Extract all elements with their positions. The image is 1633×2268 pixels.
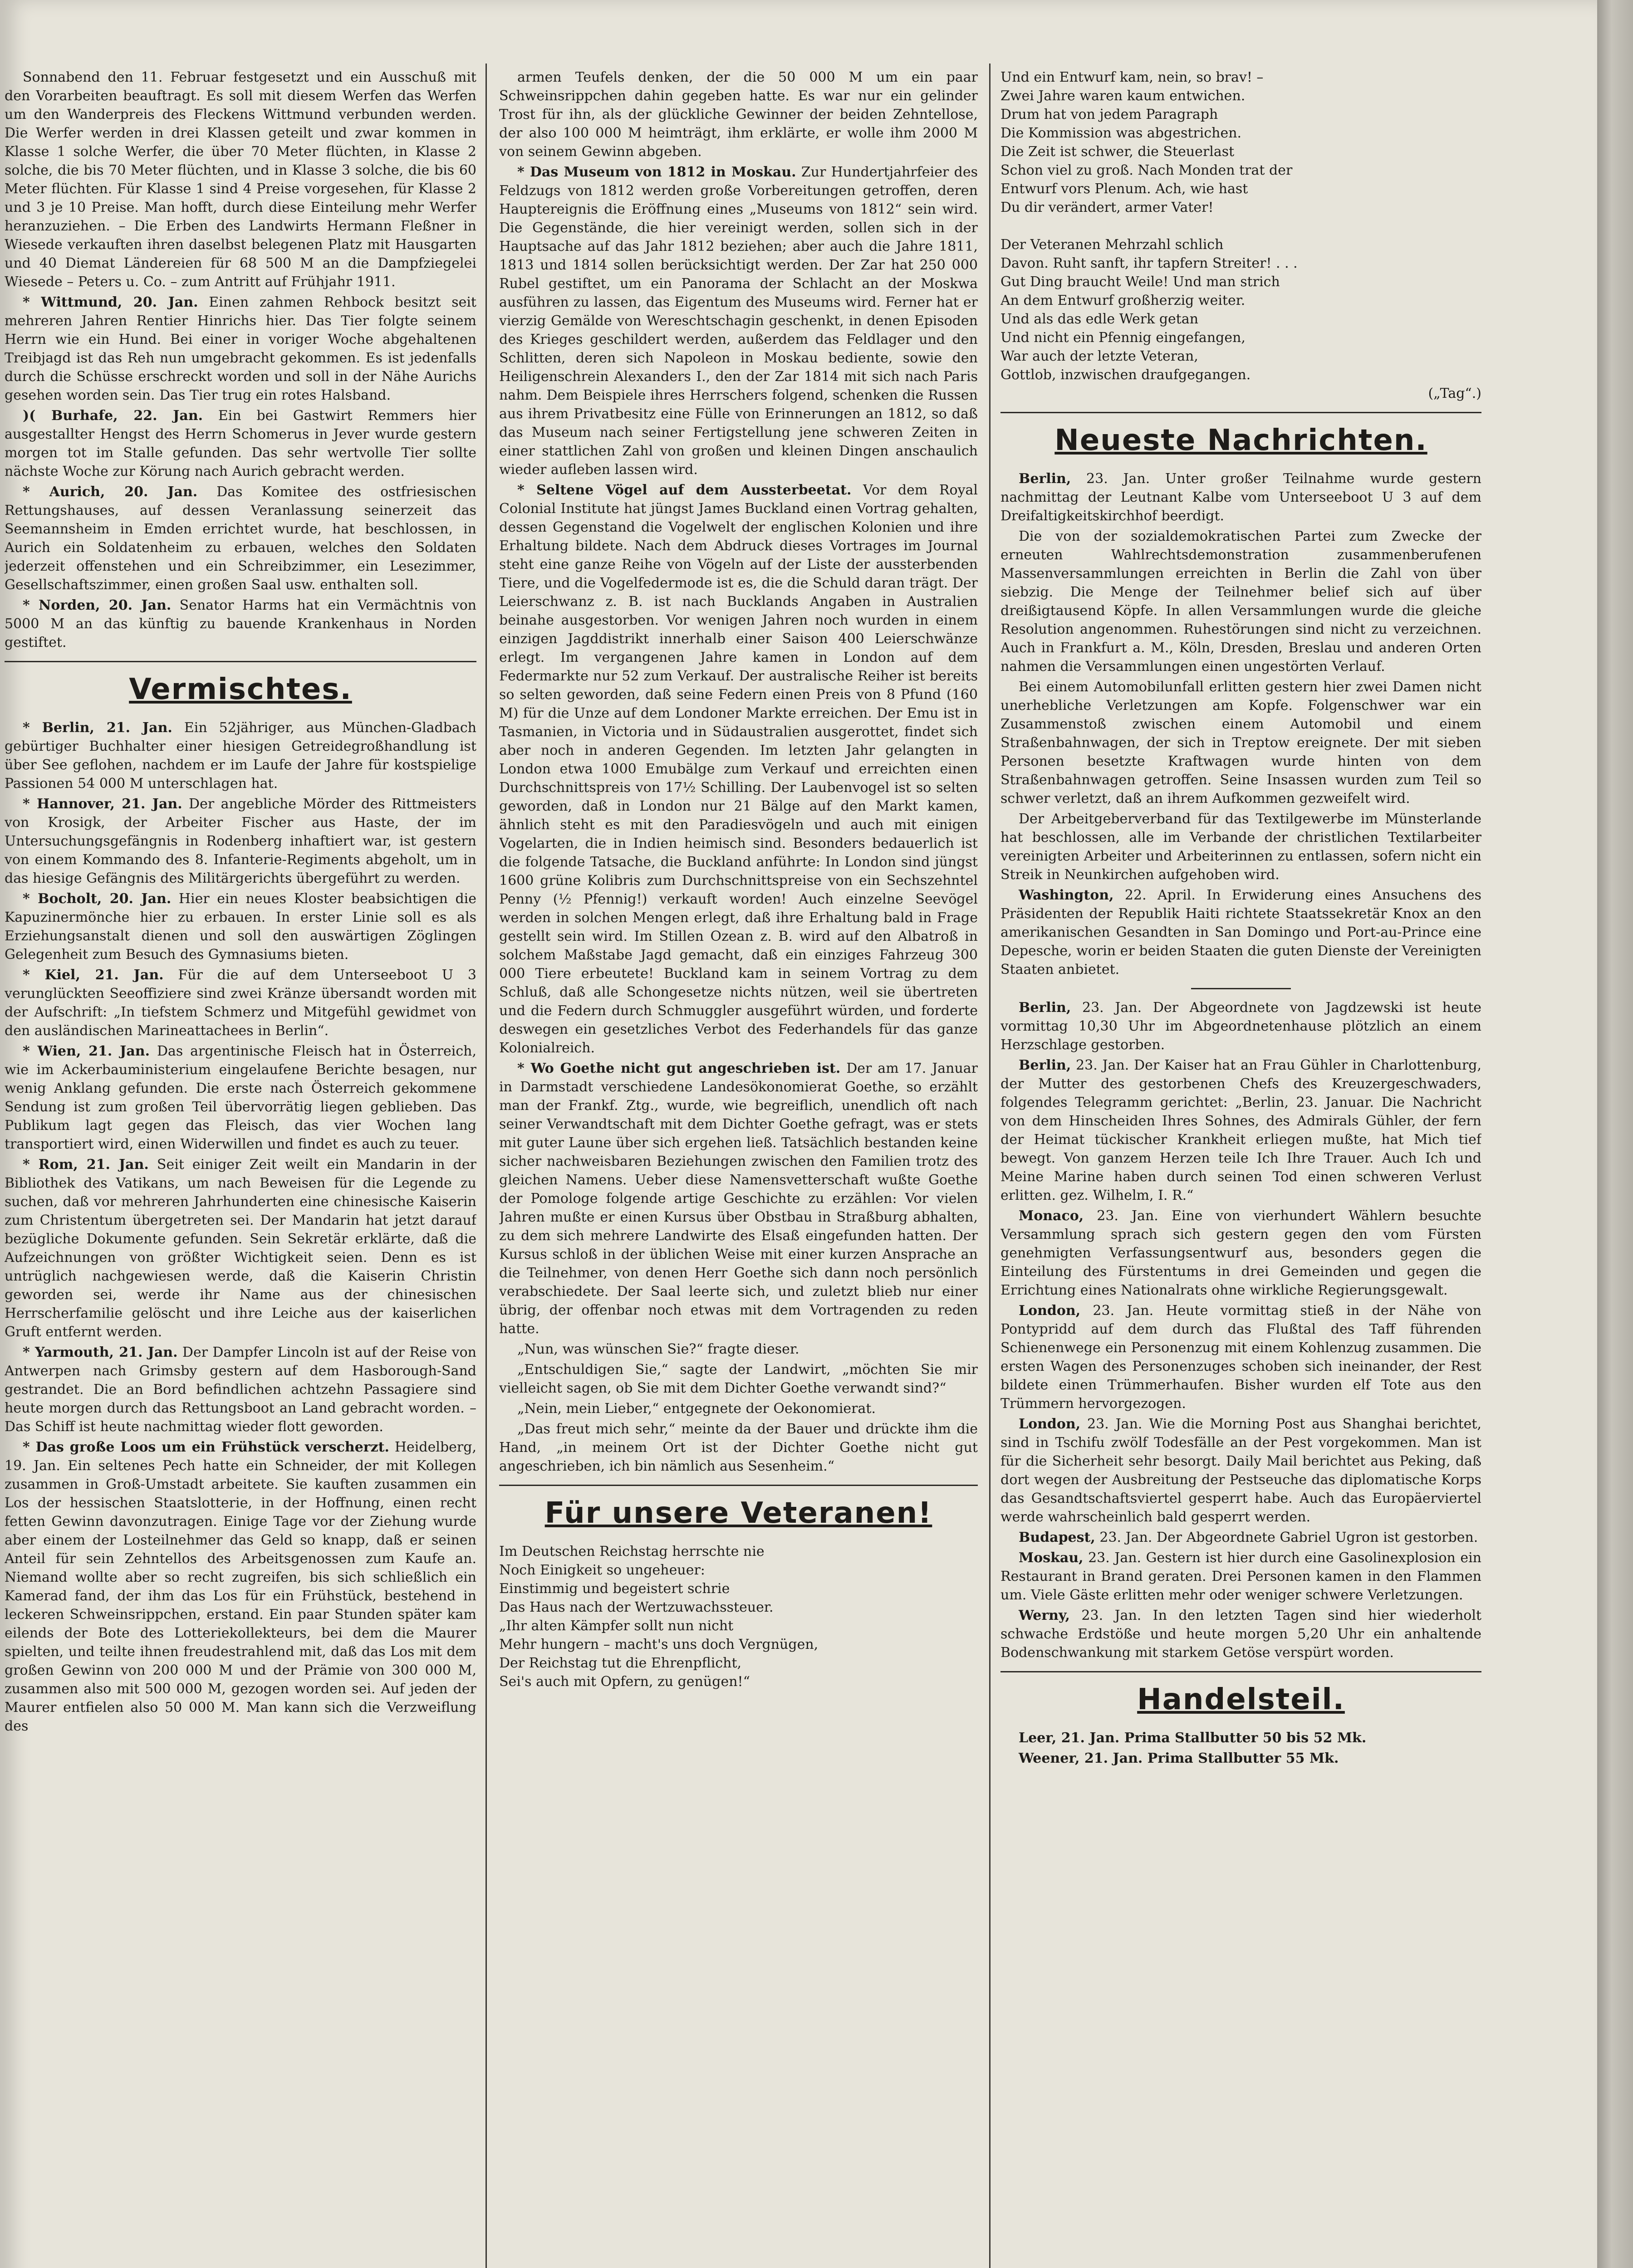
article-text: 23. Jan. Eine von vierhundert Wählern besuchte Versammlung sprach sich gestern gegen den vom Fürsten genehmigten Verfassungsentwurf aus, besonders gegen die Einteilung des Fürstentums in drei Gemeinden und gegen die Errichtung eines Nationalrats ohne wirkliche Regierungsgewalt.	[1000, 1208, 1481, 1298]
article-lead: * Berlin, 21. Jan.	[23, 720, 172, 736]
poem-line: Und ein Entwurf kam, nein, so brav! –	[1000, 69, 1264, 85]
article-lead: * Das Museum von 1812 in Moskau.	[517, 164, 796, 180]
handelsteil-heading: Handelsteil.	[1137, 1683, 1345, 1716]
poem-line: Zwei Jahre waren kaum entwichen.	[1000, 88, 1246, 104]
article-text: 23. Jan. Der Abgeordnete von Jagdzewski ist heute vormittag 10,30 Uhr im Abgeordnetenhause plötzlich an einem Herzschlage gestorben.	[1000, 1000, 1481, 1053]
poem-line: Gottlob, inzwischen draufgegangen.	[1000, 367, 1251, 383]
article-text: Ein bei Gastwirt Remmers hier ausgestallter Hengst des Herrn Schomerus in Jever wurde gestern morgen tot im Stalle gefunden. Das sehr wertvolle Tier sollte nächste Woche zur Körung nach Aurich gebracht werden.	[5, 408, 476, 479]
article-lead: Berlin,	[1019, 1000, 1071, 1016]
article-paragraph	[1000, 1207, 1481, 1300]
article-text: Seit einiger Zeit weilt ein Mandarin in der Bibliothek des Vatikans, um nach Beweisen für die Legende zu suchen, daß vor mehreren Jahrhunderten eine chinesische Kaiserin zum Christentum übergetreten sei. Der Mandarin hat jetzt darauf bezügliche Dokumente gefunden. Sein Sekretär erklärte, daß die Aufzeichnungen von größter Wichtigkeit seien. Denn es ist untrüglich nachgewiesen werde, daß die Kaiserin Christin geworden sei, werde ihr Name aus der chinesischen Herrscherfamilie gelöscht und ihre Leiche aus der kaiserlichen Gruft entfernt werden.	[5, 1157, 476, 1340]
article-paragraph	[1000, 1415, 1481, 1526]
article-paragraph	[5, 293, 476, 405]
article-lead: * Aurich, 20. Jan.	[23, 484, 198, 500]
article-lead: )( Burhafe, 22. Jan.	[23, 408, 203, 424]
article-paragraph	[5, 1042, 476, 1154]
article-lead: * Norden, 20. Jan.	[23, 597, 172, 613]
article-paragraph	[1000, 1606, 1481, 1662]
poem-line: Im Deutschen Reichstag herrschte nie	[499, 1544, 765, 1559]
article-text: Der angebliche Mörder des Rittmeisters von Krosigk, der Arbeiter Fischer aus Haste, der im Untersuchungsgefängnis in Rodenberg inhaftiert war, ist gestern von einem Kommando des 8. Infanterie-Regiments abgeholt, um in das hiesige Gefängnis des Militärgerichts übergeführt zu werden.	[5, 796, 476, 886]
article-text: 23. Jan. Unter großer Teilnahme wurde gestern nachmittag der Leutnant Kalbe vom Unterseeboot U 3 auf dem Dreifaltigkeitskirchhof beerdigt.	[1000, 471, 1481, 524]
article-text: 22. April. In Erwiderung eines Ansuchens des Präsidenten der Republik Haiti richtete Staatssekretär Knox an den amerikanischen Gesandten in San Domingo und Port-au-Prince eine Depesche, worin er beiden Staaten die guten Dienste der Vereinigten Staaten anbietet.	[1000, 887, 1481, 978]
article-paragraph	[1000, 1528, 1481, 1547]
poem-line: An dem Entwurf großherzig weiter.	[1000, 293, 1246, 308]
page-edge	[1597, 0, 1633, 2268]
column-rule	[485, 64, 487, 2268]
regional-news	[5, 68, 476, 652]
vermischtes-articles	[5, 719, 476, 1735]
article-paragraph	[5, 68, 476, 291]
article-text: Das Komitee des ostfriesischen Rettungshauses, auf dessen Veranlassung seinerzeit das Seemannsheim in Emden errichtet wurde, hat beschlossen, in Aurich ein Soldatenheim zu erbauen, welches den Soldaten jederzeit offenstehen und ein Schreibzimmer, ein Lesezimmer, Gesellschaftszimmer, einen großen Saal usw. enthalten soll.	[5, 484, 476, 593]
article-paragraph	[1000, 1749, 1481, 1768]
article-paragraph	[1000, 1729, 1481, 1747]
article-lead: * Yarmouth, 21. Jan.	[23, 1344, 178, 1360]
article-text: 23. Jan. Der Kaiser hat an Frau Gühler in Charlottenburg, der Mutter des gestorbenen Chefs des Kreuzergeschwaders, folgendes Telegramm gerichtet: „Berlin, 23. Januar. Die Nachricht von dem Hinscheiden Ihres Sohnes, des Admirals Gühler, der fern der Heimat tückischer Krankheit erliegen mußte, hat Mich tief bewegt. Von ganzem Herzen teile Ich Ihre Trauer. Auch Ich und Meine Marine haben durch seinen Tod einen schweren Verlust erlitten. gez. Wilhelm, I. R.“	[1000, 1057, 1481, 1203]
article-lead: Leer,	[1019, 1730, 1057, 1746]
neueste-nachrichten	[1000, 469, 1481, 979]
article-text: 23. Jan. Heute vormittag stieß in der Nähe von Pontypridd auf dem durch das Flußtal des Taff führenden Schienenwege ein Personenzug mit einem Kohlenzug zusammen. Die ersten Wagen des Personenzuges schoben sich ineinander, der Rest bildete einen Trümmerhaufen. Bisher wurden elf Tote aus den Trümmern hervorgezogen.	[1000, 1303, 1481, 1412]
handelsteil	[1000, 1729, 1481, 1768]
article-paragraph	[1000, 469, 1481, 525]
article-text: Senator Harms hat ein Vermächtnis von 5000 M an das künftig zu bauende Krankenhaus in Norden gestiftet.	[5, 597, 476, 650]
article-lead: * Bocholt, 20. Jan.	[23, 891, 172, 907]
article-paragraph	[1000, 998, 1481, 1054]
article-paragraph	[499, 1340, 978, 1359]
article-text: „Nein, mein Lieber,“ entgegnete der Oekonomierat.	[517, 1401, 876, 1417]
veteranen-poem-part2	[1000, 68, 1481, 384]
poem-line: Entwurf vors Plenum. Ach, wie hast	[1000, 181, 1248, 197]
article-text: 21. Jan. Prima Stallbutter 55 Mk.	[1079, 1750, 1339, 1766]
article-paragraph	[5, 890, 476, 964]
poem-source: („Tag“.)	[1428, 386, 1481, 401]
article-paragraph	[499, 163, 978, 479]
article-lead: Berlin,	[1019, 1057, 1071, 1073]
article-text: Die von der sozialdemokratischen Partei zum Zwecke der erneuten Wahlrechtsdemonstration zusammenberufenen Massenversammlungen erreichten in Berlin die Zahl von über siebzig. Die Menge der Teilnehmer belief sich auf über dreißigtausend Köpfe. In allen Versammlungen wurde die gleiche Resolution angenommen. Ruhestörungen sind nicht zu verzeichnen. Auch in Frankfurt a. M., Köln, Dresden, Breslau und anderen Orten nahmen die Versammlungen einen ungestörten Verlauf.	[1000, 528, 1481, 675]
poem-line: Einstimmig und begeistert schrie	[499, 1581, 730, 1597]
article-paragraph	[499, 1420, 978, 1476]
poem-line: Du dir verändert, armer Vater!	[1000, 200, 1214, 215]
telegrams	[1000, 998, 1481, 1662]
poem-line: Und nicht ein Pfennig eingefangen,	[1000, 330, 1246, 346]
poem-line: Noch Einigkeit so ungeheuer:	[499, 1562, 705, 1578]
article-paragraph	[499, 68, 978, 161]
vermischtes-heading: Vermischtes.	[129, 673, 352, 706]
article-lead: Budapest,	[1019, 1530, 1095, 1545]
article-paragraph	[499, 1360, 978, 1398]
article-paragraph	[1000, 1301, 1481, 1413]
article-text: Heidelberg, 19. Jan. Ein seltenes Pech hatte ein Schneider, der mit Kollegen zusammen in Groß-Umstadt arbeitete. Sie kauften zusammen ein Los der hessischen Staatslotterie, in der Hoffnung, einen recht fetten Gewinn davonzutragen. Einige Tage vor der Ziehung wurde aber einem der Losteilnehmer das Geld so knapp, daß er seinen Anteil für sein Zehntellos des Arbeitsgenossen zum Kaufe an. Niemand wollte aber so recht zugreifen, bis sich schließlich ein Kamerad fand, der ihm das Los für ein Frühstück, bestehend in leckeren Schweinsrippchen, erstand. Ein paar Stunden später kam eilends der Bote des Lotteriekollekteurs, bei dem die Maurer spielten, und teilte ihnen freudestrahlend mit, daß das Los mit dem großen Gewinn von 200 000 M und der Prämie von 300 000 M, zusammen also mit 500 000 M, gezogen worden sei. Auf jeden der Maurer entfielen also 50 000 M. Man kann sich die Verzweiflung des	[5, 1439, 476, 1734]
section-divider	[1000, 412, 1481, 413]
short-divider	[1191, 988, 1291, 989]
article-paragraph	[499, 481, 978, 1057]
article-text: „Das freut mich sehr,“ meinte da der Bauer und drückte ihm die Hand, „in meinem Ort ist der Dichter Goethe nicht gut angeschrieben, ich bin nämlich aus Sesenheim.“	[499, 1421, 978, 1474]
article-paragraph	[5, 1155, 476, 1341]
article-text: Das argentinische Fleisch hat in Österreich, wie im Ackerbauministerium eingelaufene Berichte besagen, nur wenig Anklang gefunden. Die erste nach Österreich gekommene Sendung ist zum großen Teil übervorrätig liegen geblieben. Das Publikum lagt gegen das Fleisch, das vier Wochen lang transportiert wird, einen Widerwillen und findet es auch zu teuer.	[5, 1043, 476, 1152]
poem-line: „Ihr alten Kämpfer sollt nun nicht	[499, 1618, 734, 1634]
article-text: Zur Hundertjahrfeier des Feldzugs von 1812 werden große Vorbereitungen getroffen, deren Hauptereignis die Eröffnung eines „Museums von 1812“ sein wird. Die Gegenstände, die hier vereinigt werden, sollen sich in der Hauptsache auf das Jahr 1812 beziehen; aber auch die Jahre 1811, 1813 und 1814 sollen berücksichtigt werden. Der Zar hat 250 000 Rubel gestiftet, um ein Panorama der Schlacht an der Moskwa ausführen zu lassen, das Eigentum des Museums wird. Ferner hat er vierzig Gemälde von Wereschtschagin geschenkt, in denen Episoden des Krieges geschildert werden, außerdem das Feldlager und den Schlitten, deren sich Napoleon in Moskau bediente, sowie den Heiligenschrein Alexanders I., den der Zar 1814 mit sich nach Paris nahm. Dem Beispiele ihres Herrschers folgend, schenken die Russen aus ihrem Privatbesitz eine Fülle von Erinnerungen an 1812, so daß das Museum nach seiner Fertigstellung jene schweren Zeiten in einer stattlichen Zahl von großen und kleinen Dingen anschaulich wieder aufleben lassen wird.	[499, 164, 978, 478]
article-text: armen Teufels denken, der die 50 000 M um ein paar Schweinsrippchen dahin gegeben hatte. Es war nur ein gelinder Trost für ihn, als der glückliche Gewinner der beiden Zehntellose, der also 100 000 M heimträgt, ihm erklärte, er wolle ihm 2000 M von seinem Gewinn abgeben.	[499, 69, 978, 160]
article-text: 23. Jan. Wie die Morning Post aus Shanghai berichtet, sind in Tschifu zwölf Todesfälle an der Pest vorgekommen. Man ist für die Sicherheit sehr besorgt. Daily Mail berichtet aus Peking, daß dort wegen der Ausbreitung der Pestseuche das diplomatische Korps das Gesandtschaftsviertel gesperrt habe. Auch das Europäerviertel werde wahrscheinlich bald gesperrt werden.	[1000, 1416, 1481, 1525]
column-rule	[989, 64, 991, 2268]
section-divider	[5, 661, 476, 662]
article-lead: * Rom, 21. Jan.	[23, 1157, 149, 1173]
article-paragraph	[5, 406, 476, 481]
article-paragraph	[1000, 678, 1481, 808]
poem-line: Der Veteranen Mehrzahl schlich	[1000, 237, 1224, 253]
article-paragraph	[5, 596, 476, 652]
article-text: Bei einem Automobilunfall erlitten gestern hier zwei Damen nicht unerhebliche Verletzungen am Kopfe. Folgenschwer war ein Zusammenstoß zwischen einem Automobil und einem Straßenbahnwagen, der sich in Treptow ereignete. Der mit sieben Personen besetzte Kraftwagen wurde hinten von dem Straßenbahnwagen getroffen. Seine Insassen wurden zum Teil so schwer verletzt, daß an ihrem Aufkommen gezweifelt wird.	[1000, 679, 1481, 807]
article-lead: * Seltene Vögel auf dem Aussterbeetat.	[517, 482, 852, 498]
article-text: Vor dem Royal Colonial Institute hat jüngst James Buckland einen Vortrag gehalten, dessen Gegenstand die Vogelwelt der englischen Kolonien und ihre Erhaltung bildete. Nach dem Abdruck dieses Vortrages im Journal steht eine ganze Reihe von Vögeln auf der Liste der aussterbenden Tiere, und die Vogelfedermode ist es, die die Schuld daran trägt. Der Leierschwanz z. B. ist nach Bucklands Angaben in Australien beinahe ausgestorben. Vor wenigen Jahren noch wurden in einem einzigen Jagddistrikt innerhalb einer Saison 400 Leierschwänze erlegt. Im vergangenen Jahre kamen in London auf dem Federmarkte nur 52 zum Verkauf. Der australische Reiher ist bereits so selten geworden, daß seine Federn einen Preis von 8 Pfund (160 M) für die Unze auf dem Londoner Markte erreichen. Der Emu ist in Tasmanien, in Victoria und in Südaustralien ausgerottet, findet sich aber noch in anderen Gegenden. Im letzten Jahr gelangten in London etwa 1000 Emubälge zum Verkauf und erreichten einen Durchschnittspreis von 17½ Schilling. Der Laubenvogel ist so selten geworden, daß in London nur 21 Bälge auf den Markt kamen, ähnlich steht es mit den Paradiesvögeln und auch mit einigen Vogelarten, die in Indien heimisch sind. Besonders bedauerlich ist die folgende Tatsache, die Buckland anführte: In London sind jüngst 1600 grüne Kolibris zum Durchschnittspreise von ein Sechszehntel Penny (½ Pfennig!) verkauft worden! Auch einzelne Seevögel werden in solchen Mengen erlegt, daß ihre Erhaltung bald in Frage gestellt sein wird. Im Stillen Ozean z. B. wird auf den Albatroß in solchem Maßstabe Jagd gemacht, daß ein einziges Fahrzeug 300 000 Tiere erbeutete! Buckland kam in seinem Vortrag zu dem Schluß, daß alle Schongesetze nichts nützen, weil sie übertreten und die Federn durch Schmuggler ausgeführt würden, und forderte deswegen ein gesetzliches Verbot des Federhandels für das ganze Kolonialreich.	[499, 482, 978, 1056]
article-text: Einen zahmen Rehbock besitzt seit mehreren Jahren Rentier Hinrichs hier. Das Tier folgte seinem Herrn wie ein Hund. Bei einer in voriger Woche abgehaltenen Treibjagd ist das Reh nun umgebracht gekommen. Es ist jedenfalls durch die Schüsse erschreckt worden und soll in der Nähe Aurichs gesehen worden sein. Das Tier trug ein rotes Halsband.	[5, 294, 476, 403]
article-lead: Moskau,	[1019, 1550, 1084, 1566]
poem-line: Das Haus nach der Wertzuwachssteuer.	[499, 1599, 774, 1615]
poem-line: Der Reichstag tut die Ehrenpflicht,	[499, 1655, 742, 1671]
article-lead: * Hannover, 21. Jan.	[23, 796, 182, 812]
article-lead: * Wo Goethe nicht gut angeschrieben ist.	[517, 1061, 841, 1076]
article-paragraph	[499, 1399, 978, 1418]
poem-line: War auch der letzte Veteran,	[1000, 348, 1198, 364]
article-lead: * Wien, 21. Jan.	[23, 1043, 150, 1059]
neueste-nachrichten-heading: Neueste Nachrichten.	[1054, 424, 1427, 457]
article-paragraph	[5, 1438, 476, 1735]
article-text: 21. Jan. Prima Stallbutter 50 bis 52 Mk.	[1056, 1730, 1367, 1746]
veteranen-heading: Für unsere Veteranen!	[544, 1496, 932, 1530]
poem-line: Die Kommission was abgestrichen.	[1000, 125, 1242, 141]
poem-line: Die Zeit ist schwer, die Steuerlast	[1000, 144, 1235, 160]
article-paragraph	[1000, 1056, 1481, 1205]
poem-line: Sei's auch mit Opfern, zu genügen!“	[499, 1674, 750, 1690]
article-paragraph	[5, 719, 476, 793]
article-text: Für die auf dem Unterseeboot U 3 verunglückten Seeoffiziere sind zwei Kränze übersandt worden mit der Aufschrift: „In tiefstem Schmerz und Mitgefühl gewidmet von den ausländischen Marineattachees in Berlin“.	[5, 967, 476, 1039]
article-paragraph	[1000, 886, 1481, 979]
article-paragraph	[5, 966, 476, 1040]
feuilleton-articles	[499, 68, 978, 1476]
column-2	[499, 68, 978, 2268]
section-divider	[499, 1485, 978, 1486]
column-1	[5, 68, 476, 2268]
poem-line: Davon. Ruht sanft, ihr tapfern Streiter! . . .	[1000, 255, 1298, 271]
article-lead: * Das große Loos um ein Frühstück verscherzt.	[23, 1439, 389, 1455]
poem-line: Schon viel zu groß. Nach Monden trat der	[1000, 162, 1293, 178]
article-lead: Washington,	[1019, 887, 1114, 903]
article-lead: Werny,	[1019, 1608, 1070, 1623]
article-lead: * Wittmund, 20. Jan.	[23, 294, 198, 310]
poem-line: Mehr hungern – macht's uns doch Vergnügen,	[499, 1637, 819, 1652]
article-lead: Monaco,	[1019, 1208, 1084, 1224]
article-paragraph	[499, 1059, 978, 1338]
article-text: „Entschuldigen Sie,“ sagte der Landwirt, „möchten Sie mir vielleicht sagen, ob Sie mit dem Dichter Goethe verwandt sind?“	[499, 1362, 978, 1396]
article-text: Der Arbeitgeberverband für das Textilgewerbe im Münsterlande hat beschlossen, alle im Verbande der christlichen Textilarbeiter vereinigten Arbeiter und Arbeiterinnen zu entlassen, sofern nicht ein Streik in Neunkirchen aufgehoben wird.	[1000, 811, 1481, 883]
poem-line: Gut Ding braucht Weile! Und man strich	[1000, 274, 1280, 290]
article-paragraph	[1000, 1549, 1481, 1604]
article-text: 23. Jan. Der Abgeordnete Gabriel Ugron ist gestorben.	[1095, 1530, 1478, 1545]
poem-line: Drum hat von jedem Paragraph	[1000, 107, 1218, 122]
article-text: Hier ein neues Kloster beabsichtigen die Kapuzinermönche hier zu erbauen. In erster Linie soll es als Erziehungsanstalt dienen und soll den auswärtigen Zöglingen Gelegenheit zum Besuch des Gymnasiums bieten.	[5, 891, 476, 963]
article-paragraph	[1000, 527, 1481, 676]
article-lead: Weener,	[1019, 1750, 1080, 1766]
veteranen-poem-part1	[499, 1542, 978, 1691]
article-text: „Nun, was wünschen Sie?“ fragte dieser.	[517, 1341, 799, 1357]
article-text: 23. Jan. Gestern ist hier durch eine Gasolinexplosion ein Restaurant in Brand geraten. Drei Personen kamen in den Flammen um. Viele Gäste erlitten mehr oder weniger schwere Verletzungen.	[1000, 1550, 1481, 1603]
poem-line	[1000, 217, 1481, 235]
article-paragraph	[1000, 810, 1481, 884]
column-3	[1000, 68, 1481, 2268]
article-text: Der Dampfer Lincoln ist auf der Reise von Antwerpen nach Grimsby gestern auf dem Hasborough-Sand gestrandet. Die an Bord befindlichen achtzehn Passagiere sind heute morgen durch das Rettungsboot an Land gebracht worden. – Das Schiff ist heute nachmittag wieder flott geworden.	[5, 1344, 476, 1435]
article-lead: London,	[1019, 1416, 1081, 1432]
article-paragraph	[5, 795, 476, 888]
article-lead: Berlin,	[1019, 471, 1071, 487]
section-divider	[1000, 1671, 1481, 1672]
article-paragraph	[5, 483, 476, 594]
article-text: Sonnabend den 11. Februar festgesetzt und ein Ausschuß mit den Vorarbeiten beauftragt. Es soll mit diesem Werfen das Werfen um den Wanderpreis des Fleckens Wittmund verbunden werden. Die Werfer werden in drei Klassen geteilt und zwar kommen in Klasse 1 solche Werfer, die über 70 Meter flüchten, in Klasse 2 solche, die bis 70 Meter flüchten, und in Klasse 3 solche, die bis 60 Meter flüchten. Für Klasse 1 sind 4 Preise vorgesehen, für Klasse 2 und 3 je 10 Preise. Man hofft, durch diese Einteilung mehr Werfer heranzuziehen. – Die Erben des Landwirts Hermann Fleßner in Wiesede verkauften ihren daselbst belegenen Platz mit Hausgarten und 40 Diemat Ländereien für 68 500 M an die Dampfziegelei Wiesede – Peters u. Co. – zum Antritt auf Frühjahr 1911.	[5, 69, 476, 290]
article-text: 23. Jan. In den letzten Tagen sind hier wiederholt schwache Erdstöße und heute morgen 5,20 Uhr ein anhaltende Bodenschwankung mit starkem Getöse verspürt worden.	[1000, 1608, 1481, 1661]
article-text: Der am 17. Januar in Darmstadt verschiedene Landesökonomierat Goethe, so erzählt man der Frankf. Ztg., wurde, wie begreiflich, unendlich oft nach seiner Verwandtschaft mit dem Dichter Goethe gefragt, was er stets mit guter Laune über sich ergehen ließ. Tatsächlich bestanden keine sicher nachweisbaren Beziehungen zwischen den Familien trotz des gleichen Namens. Ueber diese Namensvetterschaft wußte Goethe der Pomologe folgende artige Geschichte zu erzählen: Vor vielen Jahren mußte er einen Kursus über Obstbau in Straßburg abhalten, zu dem sich mehrere Landwirte des Elsaß eingefunden hatten. Der Kursus schloß in der üblichen Weise mit einer kurzen Ansprache an die Teilnehmer, von denen Herr Goethe sich dann noch persönlich verabschiedete. Der Saal leerte sich, und zuletzt blieb nur einer übrig, der offenbar noch etwas mit dem Vortragenden zu reden hatte.	[499, 1061, 978, 1337]
article-lead: * Kiel, 21. Jan.	[23, 967, 164, 983]
article-paragraph	[5, 1343, 476, 1436]
article-lead: London,	[1019, 1303, 1081, 1319]
poem-line: Und als das edle Werk getan	[1000, 311, 1199, 327]
article-text: Ein 52jähriger, aus München-Gladbach gebürtiger Buchhalter einer hiesigen Getreidegroßhandlung ist über See geflohen, nachdem er im Laufe der Jahre für kostspielige Passionen 54 000 M unterschlagen hat.	[5, 720, 476, 792]
